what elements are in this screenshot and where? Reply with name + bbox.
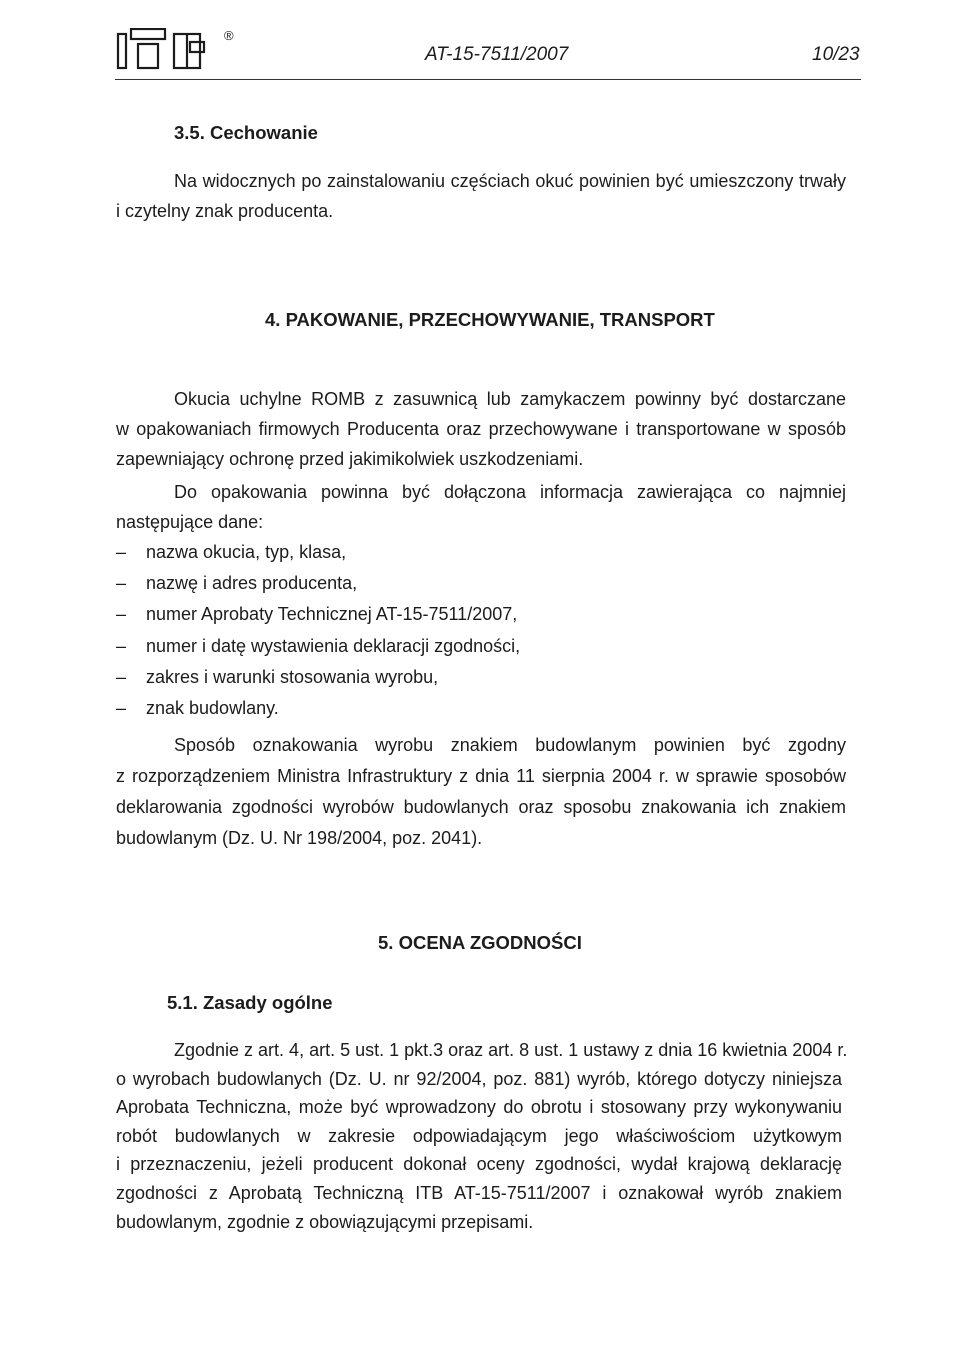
list-item-text: numer Aprobaty Technicznej AT-15-7511/2007, [146, 604, 518, 625]
list-dash: – [116, 697, 127, 718]
section-5-1-paragraph [116, 1036, 848, 1236]
list-dash: – [116, 666, 127, 687]
paragraph-line: Okucia uchylne ROMB z zasuwnicą lub zamykaczem powinny być dostarczane [174, 389, 846, 409]
registered-mark: ® [224, 28, 234, 43]
paragraph-line: o wyrobach budowlanych (Dz. U. nr 92/2004, poz. 881) wyrób, którego dotyczy niniejsza [116, 1068, 842, 1089]
page-number: 10/23 [812, 44, 860, 65]
paragraph-line: deklarowania zgodności wyrobów budowlanych oraz sposobu znakowania ich znakiem [116, 797, 846, 817]
sub-heading-5-1: 5.1. Zasady ogólne [167, 992, 333, 1013]
paragraph-line: Sposób oznakowania wyrobu znakiem budowlanym powinien być zgodny [174, 735, 846, 755]
section-heading-3-5: 3.5. Cechowanie [174, 122, 318, 143]
section-4-paragraph-2 [116, 477, 846, 537]
section-4-paragraph-3 [116, 730, 846, 854]
paragraph-line: zapewniający ochronę przed jakimikolwiek uszkodzeniami. [116, 449, 584, 469]
paragraph-line: w opakowaniach firmowych Producenta oraz przechowywane i transportowane w sposób [116, 419, 846, 439]
paragraph-line: zgodności z Aprobatą Techniczną ITB AT-15-7511/2007 i oznakował wyrób znakiem [116, 1182, 842, 1203]
paragraph-line: następujące dane: [116, 512, 264, 532]
list-dash: – [116, 573, 127, 594]
list-item-text: zakres i warunki stosowania wyrobu, [146, 666, 439, 687]
paragraph-line: budowlanym (Dz. U. Nr 198/2004, poz. 2041). [116, 828, 483, 848]
list-dash: – [116, 635, 127, 656]
list-item-text: znak budowlany. [146, 697, 279, 718]
paragraph-line: Na widocznych po zainstalowaniu częściach okuć powinien być umieszczony trwały [174, 171, 846, 191]
paragraph-line: Zgodnie z art. 4, art. 5 ust. 1 pkt.3 oraz art. 8 ust. 1 ustawy z dnia 16 kwietnia 2004 r. [174, 1040, 848, 1060]
paragraph-line: robót budowlanych w zakresie odpowiadającym jego właściwościom użytkowym [116, 1125, 842, 1146]
paragraph-line: Aprobata Techniczna, może być wprowadzony do obrotu i stosowany przy wykonywaniu [116, 1097, 842, 1118]
header-rule [115, 79, 861, 80]
paragraph-line: Do opakowania powinna być dołączona informacja zawierająca co najmniej [174, 482, 846, 502]
list-item-text: nazwa okucia, typ, klasa, [146, 542, 347, 562]
section-heading-4: 4. PAKOWANIE, PRZECHOWYWANIE, TRANSPORT [265, 309, 715, 330]
section-4-paragraph-1 [116, 384, 846, 474]
paragraph-line: i przeznaczeniu, jeżeli producent dokonał oceny zgodności, wydał krajową deklarację [116, 1154, 842, 1175]
itb-logo [116, 28, 234, 70]
list-dash: – [116, 542, 127, 562]
document-number: AT-15-7511/2007 [425, 44, 569, 65]
section-3-5-paragraph [116, 166, 846, 226]
paragraph-line: i czytelny znak producenta. [116, 201, 334, 221]
paragraph-line: z rozporządzeniem Ministra Infrastruktury z dnia 11 sierpnia 2004 r. w sprawie sposobów [116, 766, 846, 786]
list-item-text: nazwę i adres producenta, [146, 573, 358, 594]
paragraph-line: budowlanym, zgodnie z obowiązującymi przepisami. [116, 1211, 534, 1232]
section-heading-5: 5. OCENA ZGODNOŚCI [378, 932, 582, 953]
list-dash: – [116, 604, 127, 625]
list-item-text: numer i datę wystawienia deklaracji zgodności, [146, 635, 521, 656]
